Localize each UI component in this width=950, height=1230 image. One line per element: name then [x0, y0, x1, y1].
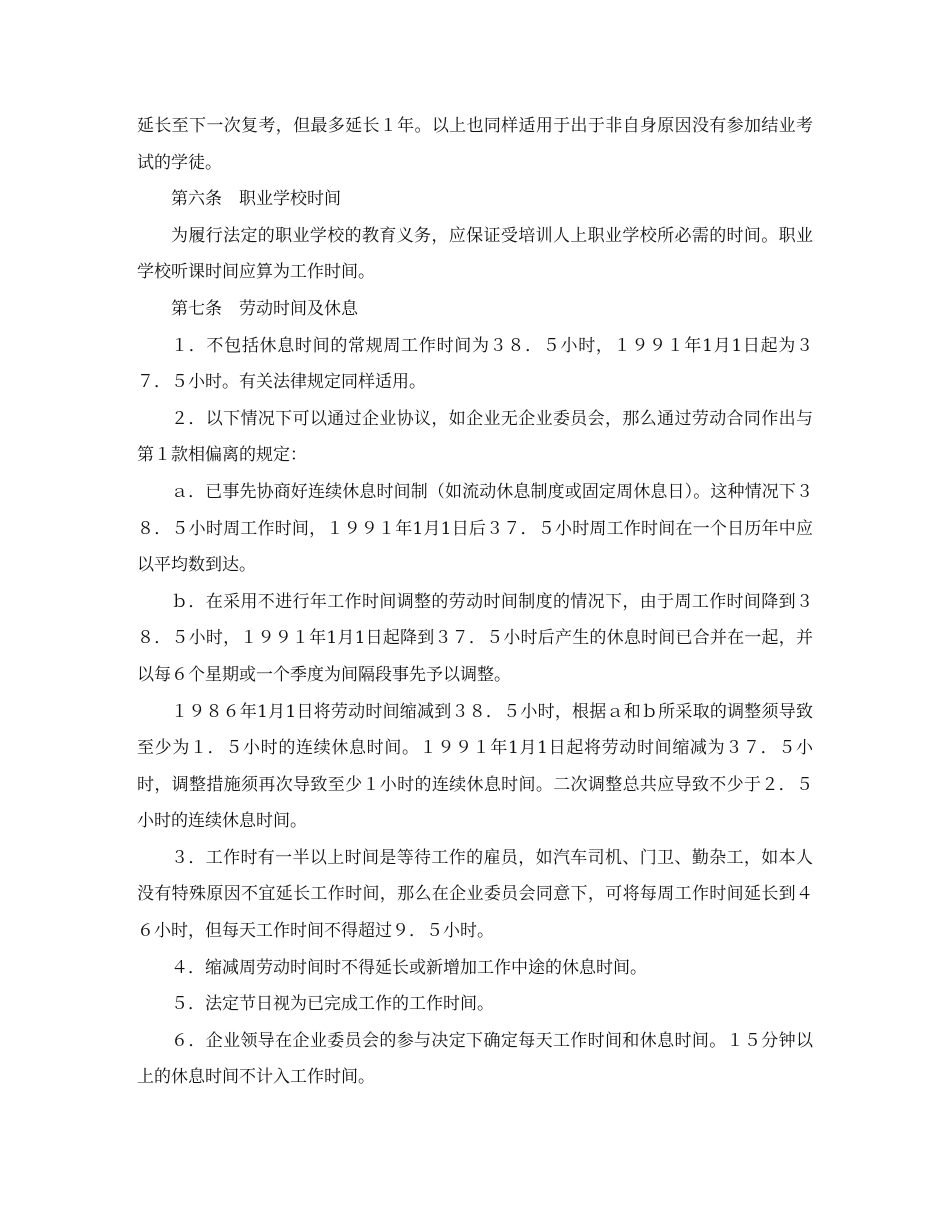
article-7-clause-2: ２．以下情况下可以通过企业协议，如企业无企业委员会，那么通过劳动合同作出与第１款相偏离的规定：: [137, 408, 813, 466]
article-6-heading: 第六条 职业学校时间: [171, 189, 341, 210]
document-page: [137, 108, 813, 1096]
article-7-heading: 第七条 劳动时间及休息: [171, 298, 358, 319]
article-7-clause-2b: ｂ．在采用不进行年工作时间调整的劳动时间制度的情况下，由于周工作时间降到３８．５小时，１９９１年1月1日起降到３７．５小时后产生的休息时间已合并在一起，并以每６个星期或一个季度为间隔段事先予以调整。: [137, 591, 813, 685]
paragraph-continuation-exam-extension: 延长至下一次复考，但最多延长１年。以上也同样适用于出于非自身原因没有参加结业考试的学徒。: [137, 116, 813, 173]
article-6-body: 为履行法定的职业学校的教育义务，应保证受培训人上职业学校所必需的时间。职业学校听课时间应算为工作时间。: [137, 225, 813, 283]
article-7-clause-3: ３．工作时有一半以上时间是等待工作的雇员，如汽车司机、门卫、勤杂工，如本人没有特殊原因不宜延长工作时间，那么在企业委员会同意下，可将每周工作时间延长到４６小时，但每天工作时间不得超过９．５小时。: [137, 847, 813, 942]
article-7-clause-5: ５．法定节日视为已完成工作的工作时间。: [171, 994, 494, 1015]
article-7-clause-1: １．不包括休息时间的常规周工作时间为３８．５小时，１９９１年1月1日起为３７．５小时。有关法律规定同样适用。: [137, 335, 813, 393]
article-7-adjustment-note: １９８６年1月1日将劳动时间缩减到３８．５小时，根据ａ和ｂ所采取的调整须导致至少为１．５小时的连续休息时间。１９９１年1月1日起将劳动时间缩减为３７．５小时，调整措施须再次导致至少１小时的连续休息时间。二次调整总共应导致不少于２．５小时的连续休息时间。: [137, 701, 813, 832]
article-7-clause-6: ６．企业领导在企业委员会的参与决定下确定每天工作时间和休息时间。１５分钟以上的休息时间不计入工作时间。: [137, 1030, 813, 1088]
article-7-clause-2a: ａ．已事先协商好连续休息时间制（如流动休息制度或固定周休息日）。这种情况下３８．５小时周工作时间，１９９１年1月1日后３７．５小时周工作时间在一个日历年中应以平均数到达。: [137, 481, 813, 576]
article-7-clause-4: ４．缩减周劳动时间时不得延长或新增加工作中途的休息时间。: [171, 957, 647, 978]
